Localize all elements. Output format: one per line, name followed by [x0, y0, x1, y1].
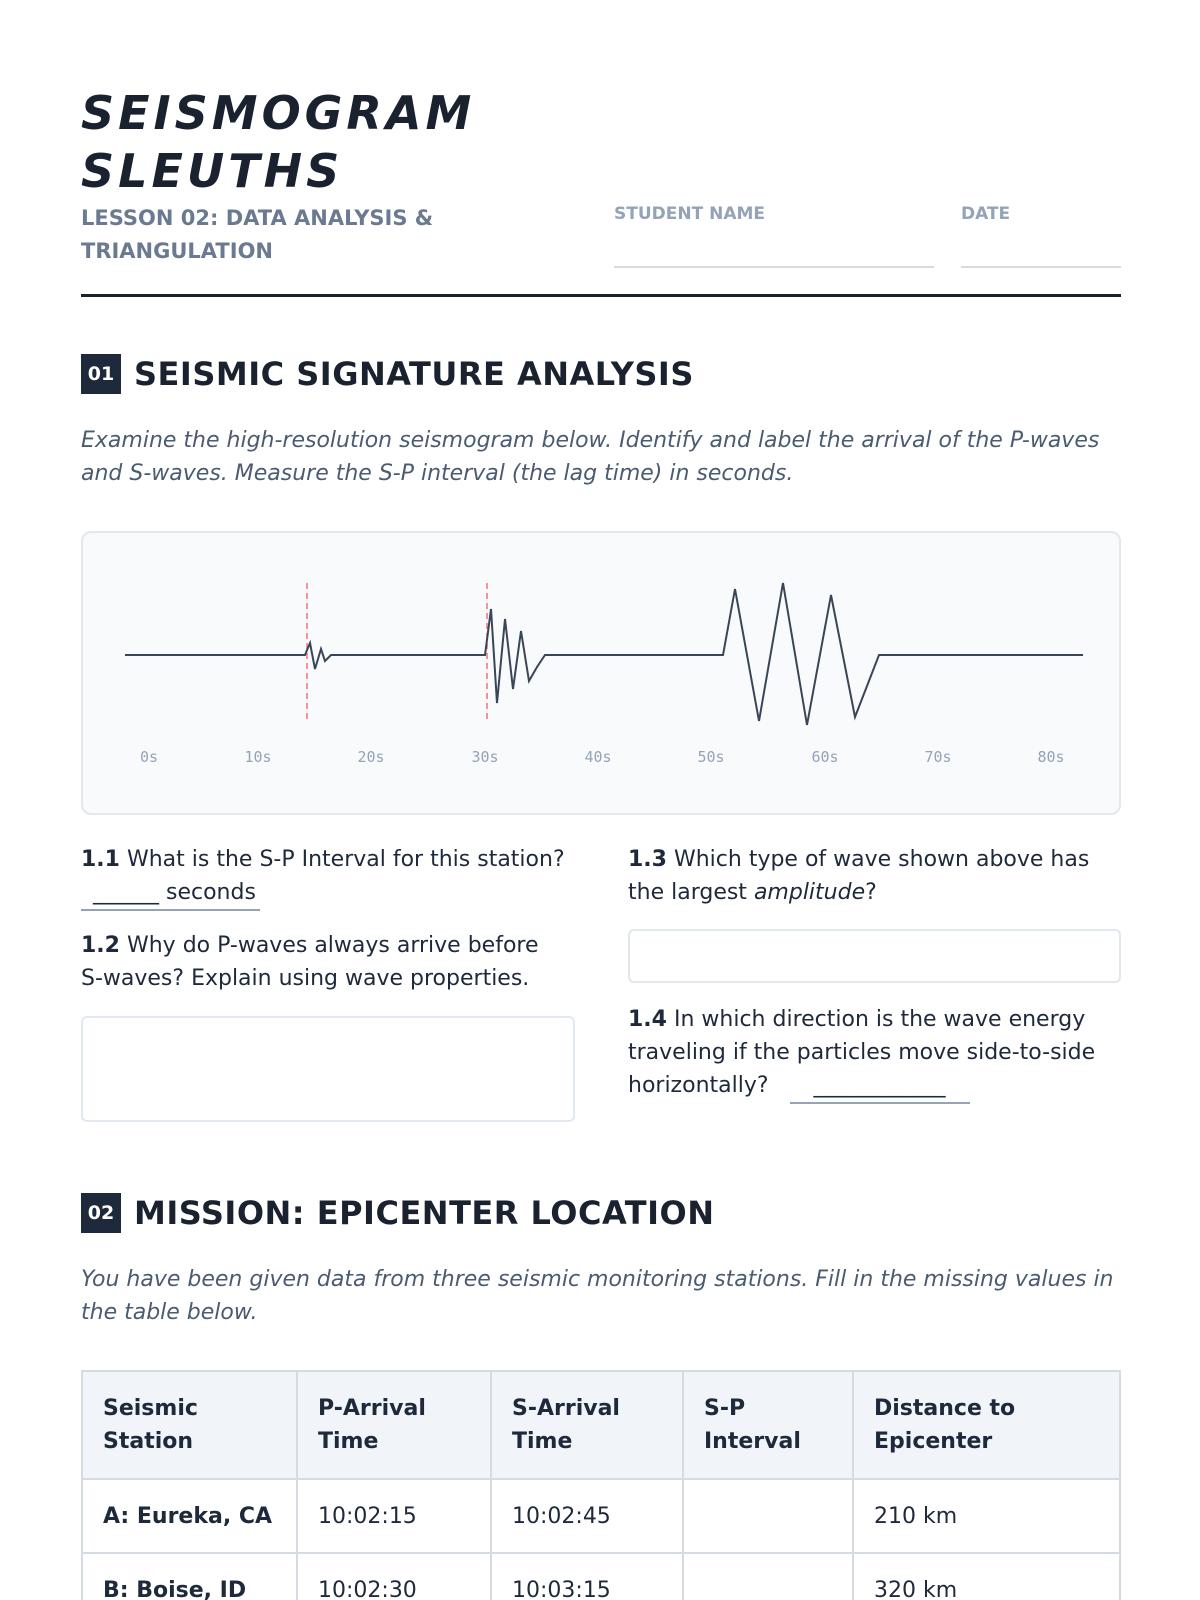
question-1-1: [81, 843, 581, 911]
date-label: DATE: [961, 204, 1011, 224]
seismogram-panel: [81, 531, 1121, 815]
date-field[interactable]: [961, 266, 1121, 268]
station-data-table: [81, 1370, 1121, 1600]
tick-label-0s: 0s: [139, 748, 159, 766]
tick-label-40s: 40s: [584, 748, 612, 766]
header-seismic-station: Seismic Station: [82, 1371, 297, 1479]
seismogram-time-axis: [140, 748, 1065, 766]
student-name-field[interactable]: [614, 266, 934, 268]
seismogram-trace: [125, 583, 1083, 725]
section-2-title: MISSION: EPICENTER LOCATION: [134, 1194, 715, 1232]
header-sp-interval: S-P Interval: [683, 1371, 853, 1479]
tick-label-60s: 60s: [811, 748, 839, 766]
station-cell: B: Boise, ID: [82, 1553, 297, 1600]
tick-label-10s: 10s: [244, 748, 272, 766]
sp-interval-input-cell[interactable]: [683, 1553, 853, 1600]
tick-label-50s: 50s: [697, 748, 725, 766]
sp-interval-input-cell[interactable]: [683, 1479, 853, 1553]
section-1-intro: Examine the high-resolution seismogram below. Identify and label the arrival of the P-waves and S-waves. Measure the S-P interval (the lag time) in seconds.: [81, 428, 1100, 486]
lesson-subtitle: LESSON 02: DATA ANALYSIS & TRIANGULATION: [81, 206, 434, 263]
title-line-2: SLEUTHS: [81, 144, 344, 198]
sp-interval-unit: seconds: [166, 880, 256, 905]
worksheet-header: [81, 84, 1121, 298]
question-1-3-emphasis: amplitude: [753, 880, 866, 905]
p-arrival-cell: 10:02:15: [297, 1479, 491, 1553]
question-1-2-answer-box[interactable]: [81, 1016, 575, 1122]
question-1-3: [628, 843, 1121, 909]
sp-interval-answer-field[interactable]: [81, 876, 260, 911]
question-1-1-number: 1.1: [81, 847, 120, 872]
s-arrival-cell: 10:03:15: [491, 1553, 683, 1600]
question-1-3-text: Which type of wave shown above has the largest: [628, 847, 1090, 905]
header-divider: [81, 294, 1121, 297]
section-2-intro: You have been given data from three seismic monitoring stations. Fill in the missing values in the table below.: [81, 1267, 1114, 1325]
header-s-arrival: S-Arrival Time: [491, 1371, 683, 1479]
question-1-2-text: Why do P-waves always arrive before S-waves? Explain using wave properties.: [81, 933, 539, 991]
distance-cell: 210 km: [853, 1479, 1120, 1553]
question-1-3-answer-box[interactable]: [628, 929, 1121, 983]
student-name-label: STUDENT NAME: [614, 204, 766, 224]
title-line-1: SEISMOGRAM: [81, 86, 476, 140]
question-1-3-text-end: ?: [865, 880, 877, 905]
question-1-2-number: 1.2: [81, 933, 120, 958]
table-header-row: [82, 1371, 1120, 1479]
header-distance: Distance to Epicenter: [853, 1371, 1120, 1479]
section-1-title: SEISMIC SIGNATURE ANALYSIS: [134, 355, 694, 393]
tick-label-80s: 80s: [1037, 748, 1065, 766]
section-1-badge: 01: [81, 354, 121, 394]
question-1-4-text: In which direction is the wave energy traveling if the particles move side-to-side horizontally?: [628, 1007, 1096, 1098]
question-1-1-text: What is the S-P Interval for this station?: [126, 847, 565, 872]
worksheet-title: [81, 84, 475, 200]
sp-interval-blank: ______: [93, 880, 159, 905]
question-1-4: [628, 1003, 1121, 1104]
p-arrival-cell: 10:02:30: [297, 1553, 491, 1600]
tick-label-30s: 30s: [471, 748, 499, 766]
s-arrival-cell: 10:02:45: [491, 1479, 683, 1553]
question-1-2: [81, 929, 561, 995]
table-row: [82, 1479, 1120, 1553]
wave-direction-blank: ____________: [813, 1073, 946, 1098]
header-p-arrival: P-Arrival Time: [297, 1371, 491, 1479]
table-row: [82, 1553, 1120, 1600]
seismogram-chart: [83, 533, 1123, 817]
wave-direction-answer-field[interactable]: [790, 1069, 970, 1104]
tick-label-20s: 20s: [357, 748, 385, 766]
distance-cell: 320 km: [853, 1553, 1120, 1600]
section-2-badge: 02: [81, 1193, 121, 1233]
question-1-3-number: 1.3: [628, 847, 667, 872]
tick-label-70s: 70s: [924, 748, 952, 766]
station-cell: A: Eureka, CA: [82, 1479, 297, 1553]
question-1-4-number: 1.4: [628, 1007, 667, 1032]
